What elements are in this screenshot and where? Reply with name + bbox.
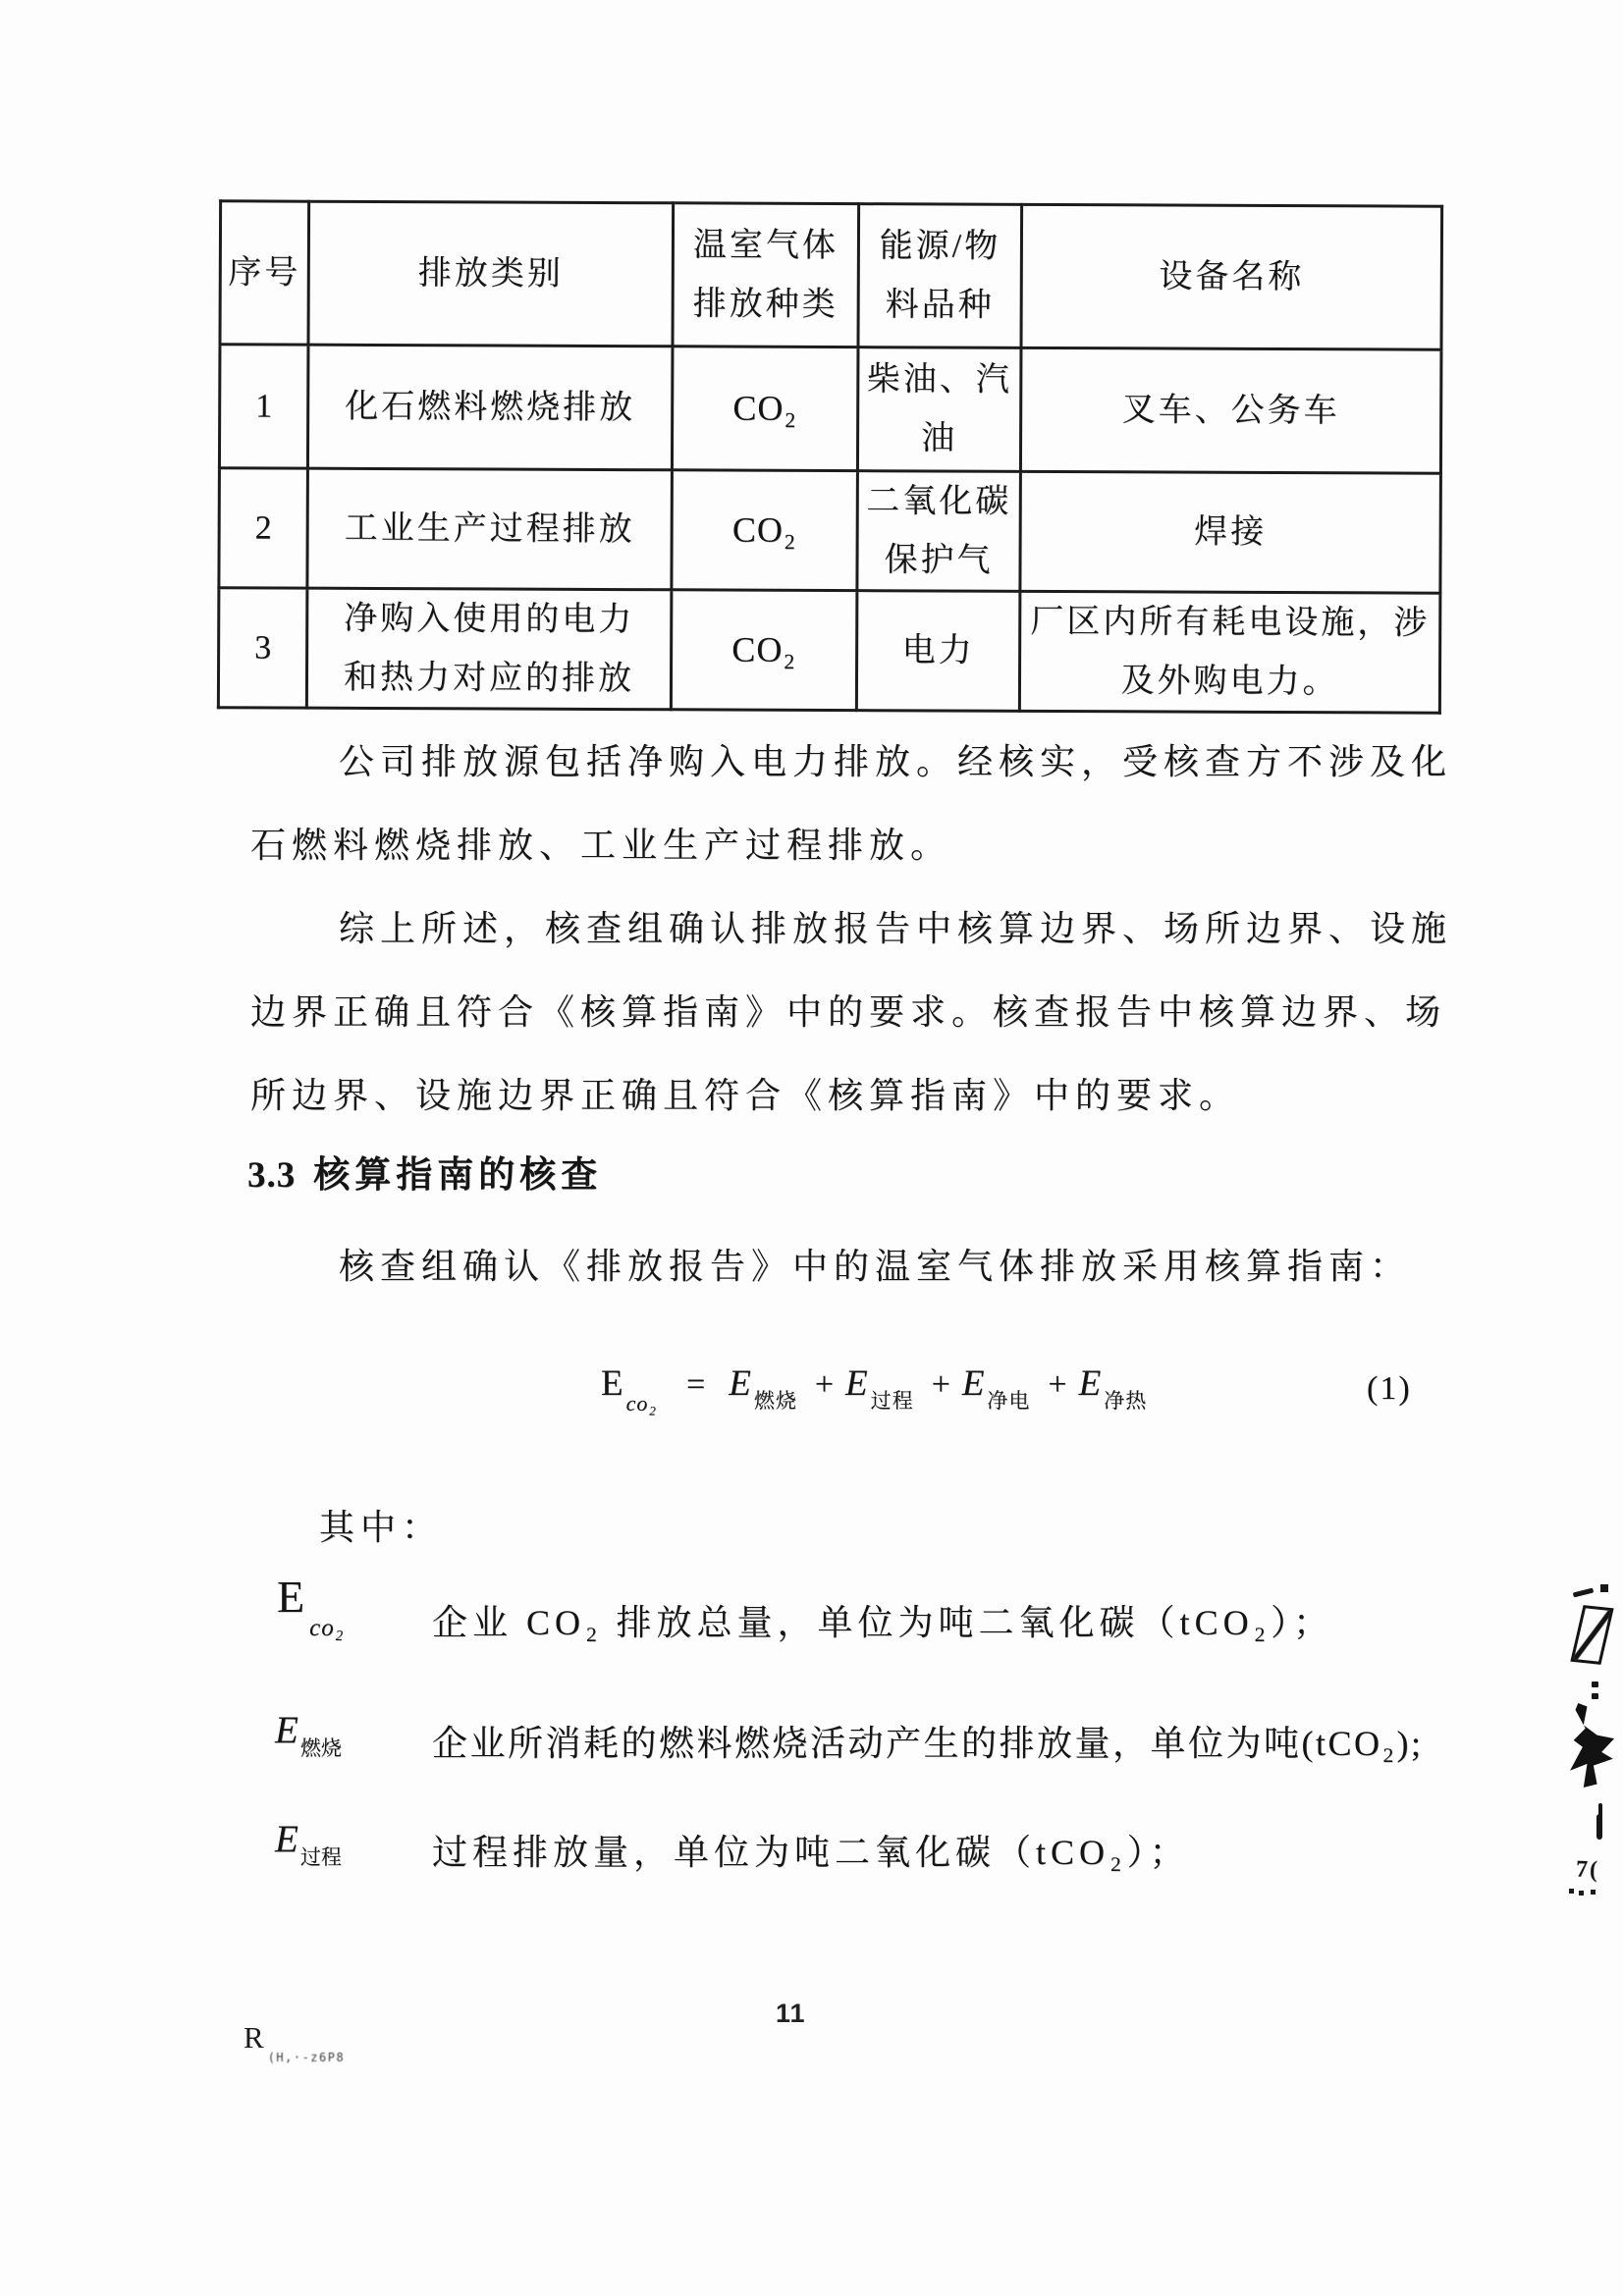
formula-term: E — [961, 1363, 985, 1404]
plus-sign: + — [931, 1366, 950, 1403]
section-title: 核算指南的核查 — [313, 1155, 603, 1196]
emissions-formula — [601, 1362, 1147, 1416]
definition-text: 过程排放量，单位为吨二氧化碳（tCO₂）； — [432, 1833, 1190, 1872]
scan-artifact — [1569, 1889, 1574, 1894]
paragraph-line: 边界正确且符合《核算指南》中的要求。核查报告中核算边界、场 — [250, 992, 1447, 1032]
scan-artifact: 7( — [1575, 1856, 1600, 1884]
section-number: 3.3 — [247, 1155, 297, 1196]
paragraph-line: 石燃料燃烧排放、工业生产过程排放。 — [250, 826, 952, 865]
formula-lhs-subscript: co₂ — [625, 1391, 658, 1415]
definition-text: 企业所消耗的燃料燃烧活动产生的排放量，单位为吨(tCO₂); — [432, 1724, 1424, 1763]
header-cell-category: 排放类别 — [308, 201, 674, 347]
formula-term-subscript: 过程 — [870, 1389, 914, 1413]
header-cell-energy-material: 能源/物 料品种 — [858, 204, 1022, 348]
table-cell: CO₂ — [671, 590, 857, 711]
header-cell-ghg-type: 温室气体 排放种类 — [673, 203, 859, 347]
table-row — [218, 588, 1440, 713]
paragraph-line: 综上所述，核查组确认排放报告中核算边界、场所边界、设施 — [339, 909, 1453, 948]
definition-symbol: Eco₂ — [277, 1572, 345, 1641]
scan-artifact — [1570, 1605, 1613, 1665]
plus-sign: + — [1048, 1366, 1067, 1403]
table-cell: CO₂ — [672, 347, 858, 471]
formula-term: E — [845, 1363, 868, 1404]
scan-artifact — [1573, 1588, 1595, 1598]
paragraph-line: 其中： — [319, 1508, 444, 1547]
definition-symbol: E过程 — [275, 1818, 342, 1869]
table-cell: 电力 — [856, 591, 1020, 712]
table-cell: 1 — [219, 345, 308, 468]
definition-text: 企业 CO₂ 排放总量，单位为吨二氧化碳（tCO₂）； — [432, 1603, 1334, 1642]
scan-artifact — [1592, 1682, 1598, 1687]
table-cell: 柴油、汽 油 — [857, 347, 1021, 472]
table-cell: CO₂ — [672, 470, 858, 591]
formula-term: E — [729, 1363, 751, 1404]
table-cell: 净购入使用的电力 和热力对应的排放 — [306, 588, 672, 710]
formula-term-subscript: 净热 — [1104, 1389, 1148, 1413]
table-cell: 厂区内所有耗电设施，涉 及外购电力。 — [1019, 591, 1440, 713]
formula-term-subscript: 燃烧 — [753, 1389, 797, 1413]
emission-sources-table — [217, 199, 1443, 714]
paragraph-line: 所边界、设施边界正确且符合《核算指南》中的要求。 — [250, 1076, 1241, 1115]
table-row — [219, 345, 1441, 473]
scan-artifact — [1570, 1703, 1615, 1788]
formula-term: E — [1078, 1363, 1102, 1404]
scan-artifact — [1596, 1814, 1602, 1840]
formula-lhs: E — [601, 1363, 623, 1404]
table-cell: 工业生产过程排放 — [307, 468, 673, 590]
plus-sign: + — [814, 1366, 835, 1403]
formula-term-subscript: 净电 — [987, 1389, 1031, 1413]
table-cell: 二氧化碳 保护气 — [857, 471, 1021, 592]
reviewer-stamp: $R_{(H,\cdot-z6P8}$ — [243, 2020, 346, 2064]
header-cell-equipment: 设备名称 — [1021, 204, 1442, 349]
table-cell: 化石燃料燃烧排放 — [307, 345, 673, 470]
page-number: 11 — [776, 1999, 806, 2028]
section-heading — [247, 1145, 602, 1198]
equals-sign: = — [686, 1366, 706, 1403]
paragraph-line: 核查组确认《排放报告》中的温室气体排放采用核算指南： — [339, 1247, 1412, 1286]
scan-artifact — [1600, 1584, 1608, 1592]
table-header-row — [220, 201, 1442, 349]
equation-number: (1) — [1367, 1370, 1412, 1407]
table-cell: 叉车、公务车 — [1020, 347, 1441, 473]
table-cell: 2 — [219, 468, 308, 588]
header-cell-index: 序号 — [220, 201, 309, 345]
paragraph-line: 公司排放源包括净购入电力排放。经核实，受核查方不涉及化 — [339, 742, 1453, 781]
table-row — [219, 468, 1441, 593]
definition-symbol: E燃烧 — [275, 1709, 342, 1760]
table-cell: 焊接 — [1020, 471, 1441, 593]
table-cell: 3 — [218, 588, 307, 708]
